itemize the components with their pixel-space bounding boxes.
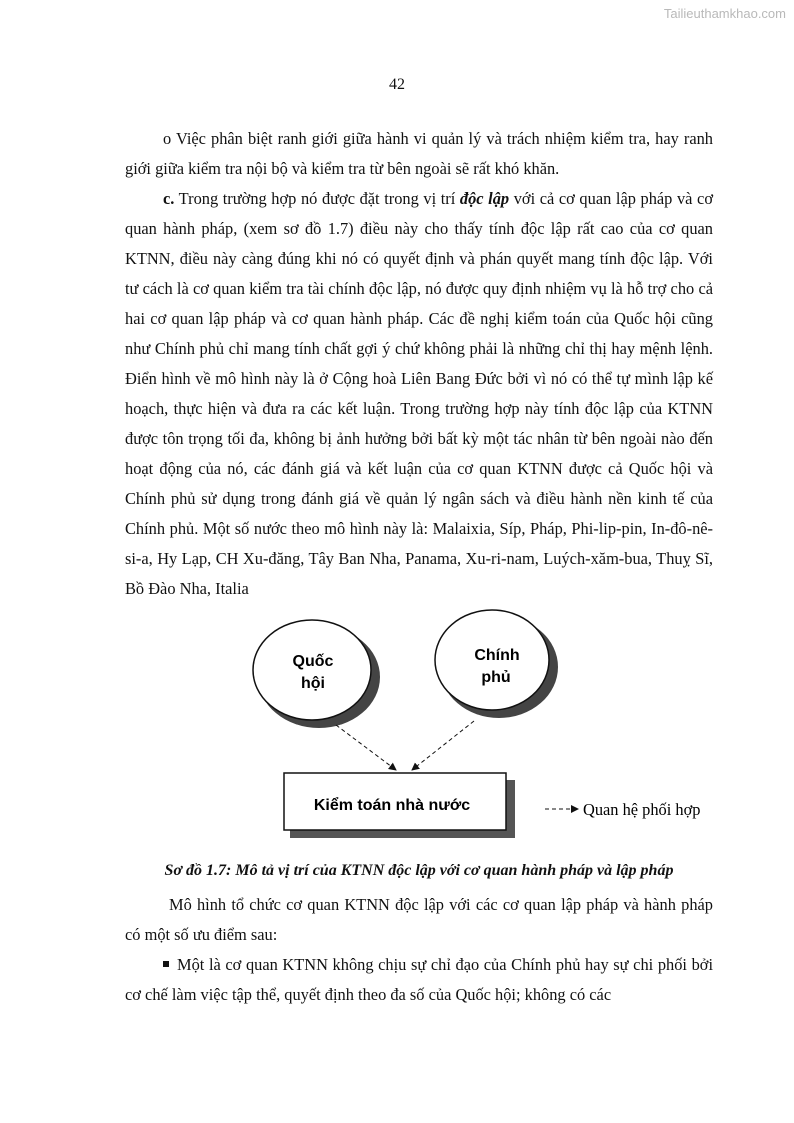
quoc-hoi-label-1: Quốc: [292, 653, 334, 670]
bullet-icon: [163, 961, 169, 967]
paragraph-1: o Việc phân biệt ranh giới giữa hành vi quản lý và trách nhiệm kiểm tra, hay ranh giới giữa kiểm tra nội bộ và kiểm tra từ bên ngoài sẽ rất khó khăn.: [125, 129, 713, 178]
page-number: 42: [389, 76, 405, 93]
chinh-phu-label-2: phủ: [481, 669, 511, 686]
kiem-toan-label: Kiểm toán nhà nước: [313, 797, 471, 814]
item-label: c.: [163, 189, 175, 208]
chinh-phu-label-1: Chính: [474, 647, 520, 664]
arrow-left-to-ktnn: [336, 725, 396, 770]
paragraph-2-before: Trong trường hợp nó được đặt trong vị trí: [174, 189, 460, 208]
legend-label: Quan hệ phối hợp: [583, 800, 701, 819]
bullet-item-1: [125, 950, 713, 1010]
diagram-caption: Sơ đồ 1.7: Mô tả vị trí của KTNN độc lập với cơ quan hành pháp và lập pháp: [164, 862, 674, 879]
bullet-text-1: Một là cơ quan KTNN không chịu sự chỉ đạo của Chính phủ hay sự chi phối bởi cơ chế làm việc tập thể, quyết định theo đa số của Quốc hội; không có các: [125, 955, 713, 1004]
quoc-hoi-label-2: hội: [301, 675, 325, 692]
paragraph-3: Mô hình tổ chức cơ quan KTNN độc lập với các cơ quan lập pháp và hành pháp có một số ưu điểm sau:: [125, 895, 713, 944]
quoc-hoi-node: [253, 620, 371, 720]
watermark: Tailieuthamkhao.com: [663, 6, 786, 21]
body-text-bottom: [125, 890, 713, 1010]
paragraph-2-after: với cả cơ quan lập pháp và cơ quan hành pháp, (xem sơ đồ 1.7) điều này cho thấy tính độc lập rất cao của cơ quan KTNN, điều này càng đúng khi nó có quyết định và phán quyết mang tính độc lập. Với tư cách là cơ quan kiểm tra tài chính độc lập, nó được quy định nhiệm vụ là hỗ trợ cho cả hai cơ quan lập pháp và cơ quan hành pháp. Các đề nghị kiểm toán của Quốc hội cũng như Chính phủ chỉ mang tính chất gợi ý chứ không phải là những chỉ thị hay mệnh lệnh. Điển hình về mô hình này là ở Cộng hoà Liên Bang Đức bởi vì nó có thể tự mình lập kế hoạch, thực hiện và đưa ra các kết luận. Trong trường hợp này tính độc lập của KTNN được tôn trọng tối đa, không bị ảnh hưởng bởi bất kỳ một tác nhân từ bên ngoài nào đến hoạt động của nó, các đánh giá và kết luận của cơ quan KTNN được cả Quốc hội và Chính phủ sử dụng trong đánh giá về quản lý ngân sách và điều hành nền kinh tế của Chính phủ. Một số nước theo mô hình này là: Malaixia, Síp, Pháp, Phi-lip-pin, In-đô-nê-si-a, Hy Lạp, CH Xu-đăng, Tây Ban Nha, Panama, Xu-ri-nam, Luých-xăm-bua, Thuỵ Sĩ, Bồ Đào Nha, Italia: [125, 189, 713, 598]
arrow-right-to-ktnn: [412, 721, 474, 770]
emphasis-text: độc lập: [459, 189, 510, 208]
